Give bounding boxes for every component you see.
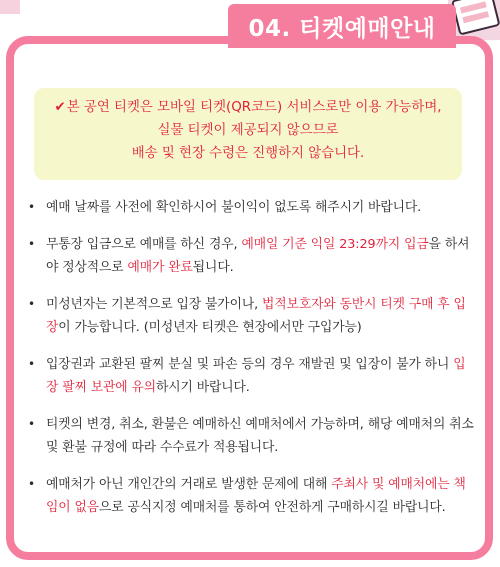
warning-box	[34, 88, 462, 180]
highlight-text: 예매일 기준 익일 23:29까지 입금	[241, 237, 429, 252]
notice-text: 을 하셔야 정상적으로	[46, 237, 470, 275]
notice-item	[24, 413, 474, 459]
bullet-icon: •	[28, 357, 35, 371]
notice-item	[24, 353, 474, 399]
highlight-text: 주최사 및 예매처에는 책임이 없음	[46, 477, 466, 515]
bullet-icon: •	[28, 297, 35, 311]
notice-text: 으로 공식지정 예매처를 통하여 안전하게 구매하시길 바랍니다.	[99, 500, 446, 515]
notice-text: 됩니다.	[192, 260, 234, 275]
highlight-text: 법적보호자와 동반시 티켓 구매 후 입장	[46, 297, 466, 335]
section-title-tab	[228, 4, 456, 48]
notice-text: 입장권과 교환된 팔찌 분실 및 파손 등의 경우 재발권 및 입장이 불가 하니	[46, 357, 454, 372]
bullet-icon: •	[28, 477, 35, 491]
notice-item	[24, 196, 474, 219]
check-icon: ✔	[54, 100, 66, 115]
warning-line: 실물 티켓이 제공되지 않으므로	[157, 123, 339, 138]
notice-text: 이 가능합니다. (미성년자 티켓은 현장에서만 구입가능)	[58, 320, 362, 335]
notice-text: 미성년자는 기본적으로 입장 불가이나,	[46, 297, 263, 312]
notice-list	[24, 196, 474, 533]
bullet-icon: •	[28, 200, 35, 214]
warning-line: ✔본 공연 티켓은 모바일 티켓(QR코드) 서비스로만 이용 가능하며,	[54, 100, 442, 115]
highlight-text: 예매가 완료	[127, 260, 193, 275]
notice-text: 예매 날짜를 사전에 확인하시어 불이익이 없도록 해주시기 바랍니다.	[46, 200, 422, 215]
bullet-icon: •	[28, 237, 35, 251]
warning-line: 배송 및 현장 수령은 진행하지 않습니다.	[131, 146, 365, 161]
notice-text: 예매처가 아닌 개인간의 거래로 발생한 문제에 대해	[46, 477, 332, 492]
section-title: 04. 티켓예매안내	[248, 15, 436, 42]
notice-text: 티켓의 변경, 취소, 환불은 예매하신 예매처에서 가능하며, 해당 예매처의 취소 및 환불 규정에 따라 수수료가 적용됩니다.	[46, 417, 474, 455]
notice-text: 하시기 바랍니다.	[156, 380, 250, 395]
notice-text: 무통장 입금으로 예매를 하신 경우,	[46, 237, 242, 252]
notice-item	[24, 293, 474, 339]
bullet-icon: •	[28, 417, 35, 431]
notice-item	[24, 233, 474, 279]
notice-item	[24, 473, 474, 519]
highlight-text: 입장 팔찌 보관에 유의	[46, 357, 466, 395]
